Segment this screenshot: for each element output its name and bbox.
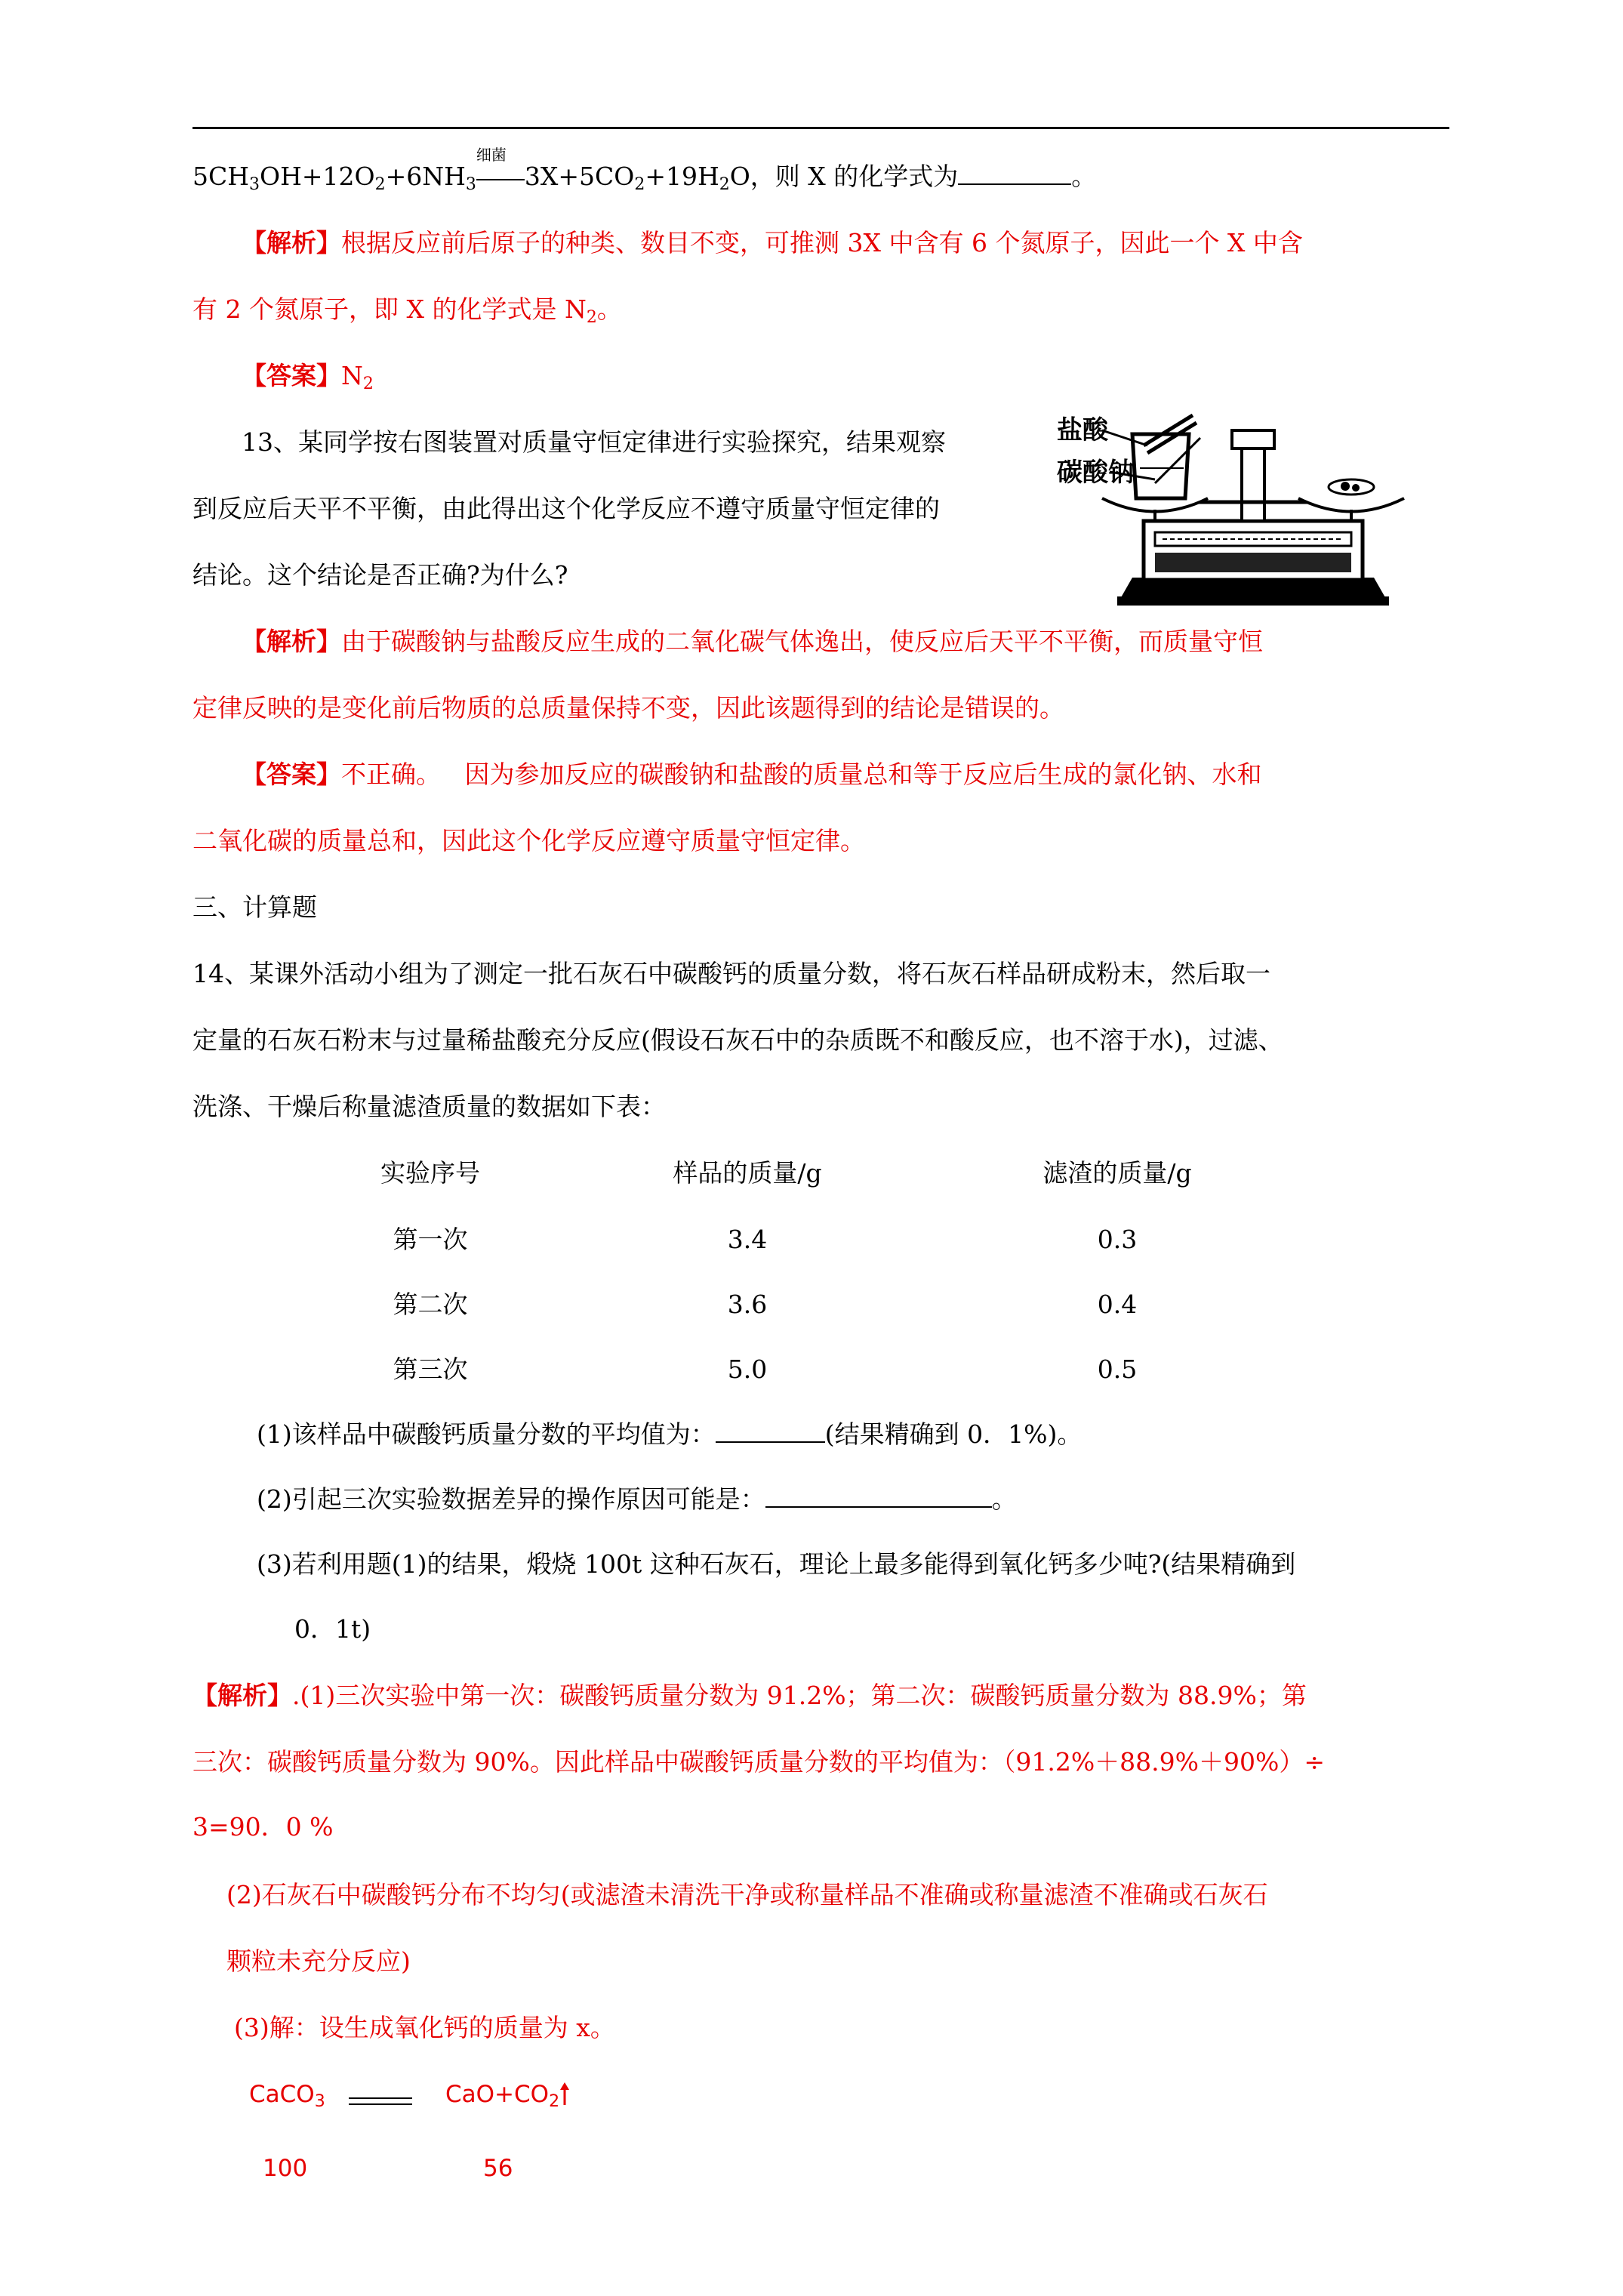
q13-analysis-line2: 定律反映的是变化前后物质的总质量保持不变，因此该题得到的结论是错误的。 [192,693,1064,723]
q14-analysis2-line1: (2)石灰石中碳酸钙分布不均匀(或滤渣未清洗干净或称量样品不准确或称量滤渣不准确或石灰石 [226,1880,1268,1909]
table-header: 滤渣的质量/g [1042,1158,1192,1188]
reaction-left: CaCO$_3$ [249,2081,325,2111]
q12-analysis-line2: 有 2 个氮原子，即 X 的化学式是 $N_2$。 [192,294,622,327]
q14-line2: 定量的石灰石粉末与过量稀盐酸充分反应(假设石灰石中的杂质既不和酸反应，也不溶于水)，过滤、 [192,1025,1283,1055]
reaction-equals-bar [349,2097,412,2105]
q14-analysis-line3: 3=90．0 % [192,1812,334,1841]
gas-up-arrow-icon [559,2081,570,2103]
q14-sub1: (1)该样品中碳酸钙质量分数的平均值为： (结果精确到 0．1%)。 [257,1419,1083,1449]
q14-sub3-line2: 0．1t) [294,1614,371,1644]
reaction-condition: 细菌 [476,162,525,185]
table-cell: 5.0 [727,1354,768,1384]
answer-blank [716,1419,825,1443]
q14-analysis3-line1: (3)解：设生成氧化钙的质量为 x。 [234,2013,615,2042]
table-header: 样品的质量/g [673,1158,822,1188]
label-sodium-carbonate: 碳酸钠 [1057,458,1134,488]
table-cell: 0.5 [1097,1354,1138,1384]
mass-right: 56 [483,2155,513,2182]
q14-analysis-line2: 三次：碳酸钙质量分数为 90%。因此样品中碳酸钙质量分数的平均值为：（91.2%＋88.9%＋90%）÷ [192,1747,1326,1777]
q14-line1: 14、某课外活动小组为了测定一批石灰石中碳酸钙的质量分数，将石灰石样品研成粉末，然后取一 [192,959,1270,988]
answer-blank [765,1484,992,1508]
q13-answer-line1: 【答案】不正确。 因为参加反应的碳酸钠和盐酸的质量总和等于反应后生成的氯化钠、水和 [242,760,1262,789]
q13-line1: 13、某同学按右图装置对质量守恒定律进行实验探究，结果观察 [242,427,946,457]
q14-analysis2-line2: 颗粒未充分反应) [226,1946,411,1976]
table-cell: 第二次 [393,1290,468,1319]
table-header: 实验序号 [380,1158,480,1188]
q14-sub2: (2)引起三次实验数据差异的操作原因可能是： 。 [257,1484,1017,1514]
q12-answer: 【答案】$N_2$ [242,361,374,393]
balance-figure [1057,393,1434,612]
q14-analysis-line1: 【解析】.(1)三次实验中第一次：碳酸钙质量分数为 91.2%；第二次：碳酸钙质量分数为 88.9%；第 [192,1681,1307,1710]
q12-analysis-line1: 【解析】根据反应前后原子的种类、数目不变，可推测 3X 中含有 6 个氮原子，因此一个 X 中含 [242,228,1303,257]
table-cell: 0.3 [1097,1225,1138,1254]
label-hydrochloric-acid: 盐酸 [1057,415,1108,445]
q13-analysis-line1: 【解析】由于碳酸钠与盐酸反应生成的二氧化碳气体逸出，使反应后天平不平衡，而质量守恒 [242,627,1263,656]
q12-equation: $5CH_3OH+12O_2+6NH_3$ 细菌 $3X+5CO_2+19H_2O$，则 X 的化学式为 。 [192,146,1097,194]
q13-line3: 结论。这个结论是否正确?为什么? [192,560,568,590]
section-heading: 三、计算题 [192,892,317,922]
table-cell: 第三次 [393,1354,468,1384]
q13-line2: 到反应后天平不平衡，由此得出这个化学反应不遵守质量守恒定律的 [192,494,940,523]
answer-blank [958,161,1071,185]
header-rule [192,127,1449,129]
q13-answer-line2: 二氧化碳的质量总和，因此这个化学反应遵守质量守恒定律。 [192,826,865,855]
q14-line3: 洗涤、干燥后称量滤渣质量的数据如下表： [192,1092,666,1121]
table-cell: 3.4 [727,1225,768,1254]
balance-illustration [1072,393,1434,612]
reaction-right: $CaO+CO_2$ [445,2078,570,2111]
table-cell: 3.6 [727,1290,768,1319]
table-cell: 0.4 [1097,1290,1138,1319]
table-cell: 第一次 [393,1225,468,1254]
mass-left: 100 [263,2155,308,2182]
q14-sub3-line1: (3)若利用题(1)的结果，煅烧 100t 这种石灰石，理论上最多能得到氧化钙多少吨?(结果精确到 [257,1549,1296,1579]
